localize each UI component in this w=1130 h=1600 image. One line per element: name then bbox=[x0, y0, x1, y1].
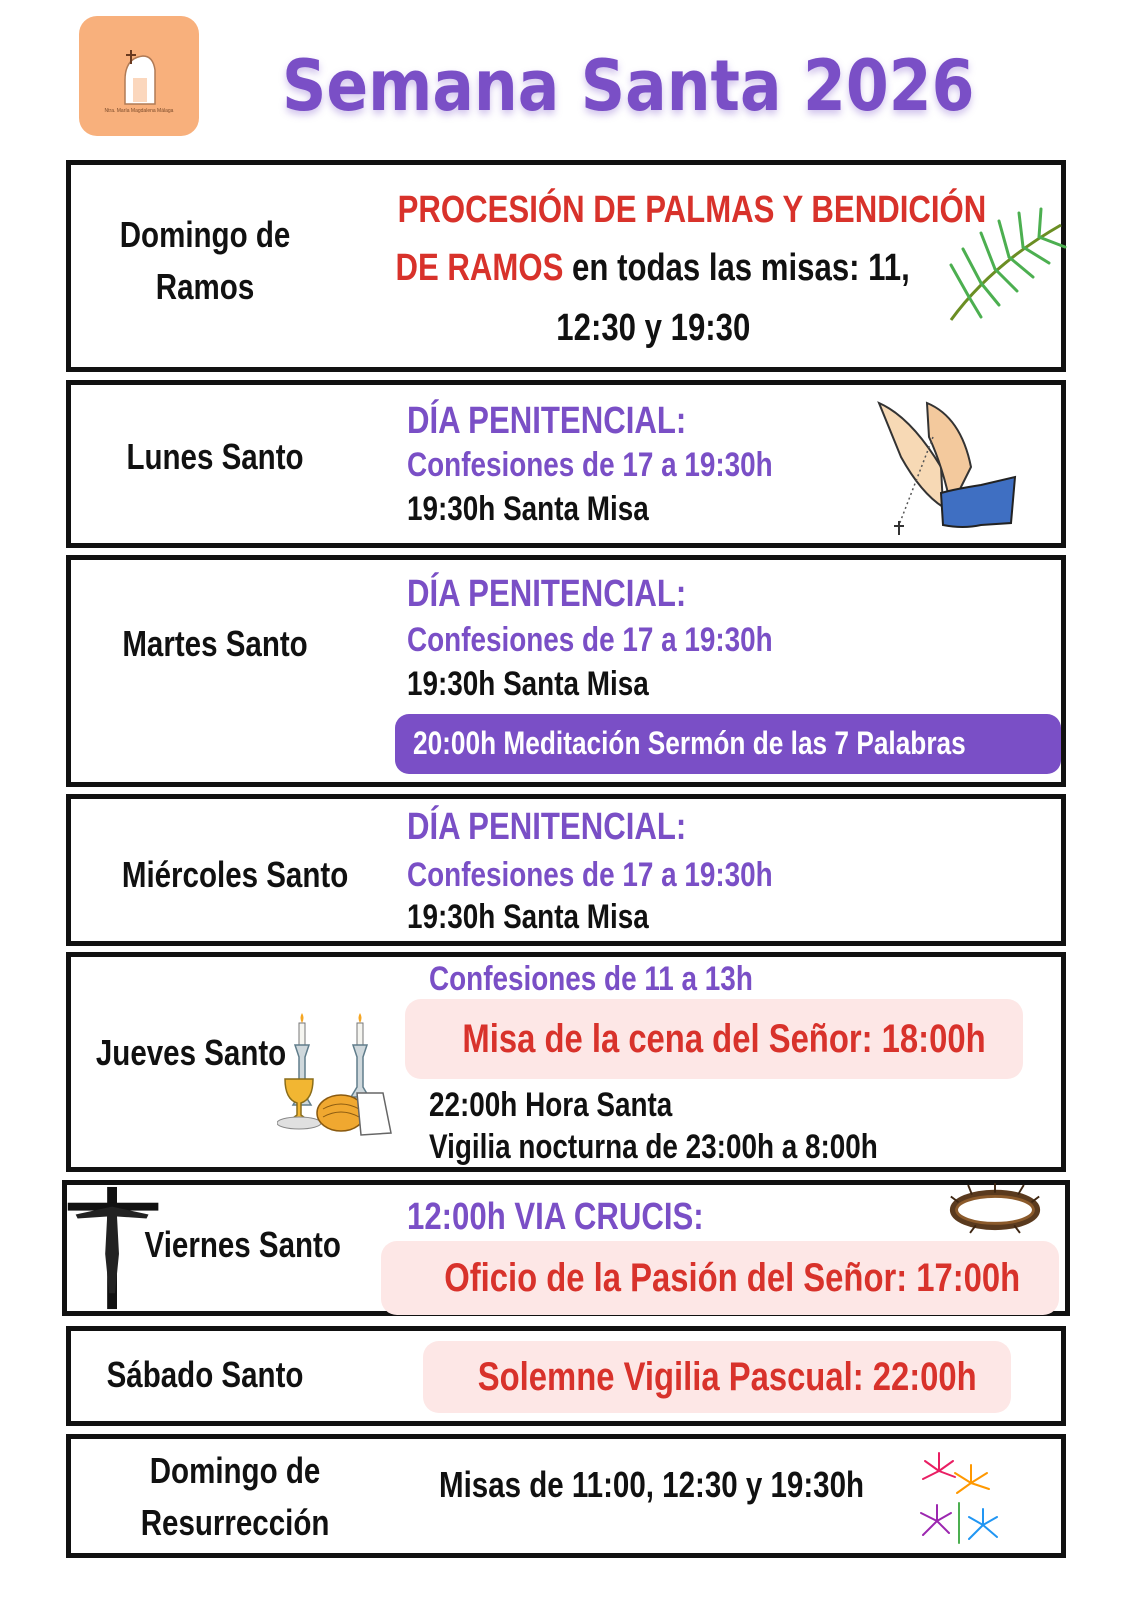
row-jueves-santo bbox=[66, 952, 1066, 1172]
day-label: Martes Santo bbox=[122, 623, 308, 664]
procesion-line-2: DE RAMOS en todas las misas: 11, bbox=[395, 247, 911, 289]
row-domingo-de-resurreccion bbox=[66, 1434, 1066, 1558]
praying-hands-icon bbox=[871, 397, 1021, 537]
dia-penitencial-heading: DÍA PENITENCIAL: bbox=[407, 400, 687, 442]
church-icon bbox=[119, 50, 159, 106]
day-label: Lunes Santo bbox=[126, 436, 304, 477]
dia-penitencial-heading: DÍA PENITENCIAL: bbox=[407, 806, 687, 848]
row-sabado-santo bbox=[66, 1326, 1066, 1426]
confesiones-text: Confesiones de 17 a 19:30h bbox=[407, 621, 773, 659]
misa-cena-badge: Misa de la cena del Señor: 18:00h bbox=[405, 999, 1023, 1079]
misa-text: 19:30h Santa Misa bbox=[407, 665, 649, 703]
row-viernes-santo bbox=[62, 1180, 1070, 1316]
via-crucis-text: 12:00h VIA CRUCIS: bbox=[407, 1196, 704, 1238]
confesiones-text: Confesiones de 11 a 13h bbox=[429, 960, 753, 998]
eucharist-icon bbox=[277, 1009, 397, 1139]
row-martes-santo bbox=[66, 555, 1066, 787]
hora-santa-text: 22:00h Hora Santa bbox=[429, 1086, 673, 1124]
procesion-line-3: 12:30 y 19:30 bbox=[555, 307, 751, 349]
procesion-line-1: PROCESIÓN DE PALMAS Y BENDICIÓN bbox=[397, 189, 987, 231]
logo-caption: Ntra. María Magdalena Málaga bbox=[104, 108, 174, 114]
day-label: Jueves Santo bbox=[95, 1032, 287, 1073]
misa-text: 19:30h Santa Misa bbox=[407, 898, 649, 936]
day-label: Domingo de Ramos bbox=[119, 214, 291, 307]
row-domingo-de-ramos bbox=[66, 160, 1066, 372]
parish-logo bbox=[79, 16, 199, 136]
vigilia-nocturna-text: Vigilia nocturna de 23:00h a 8:00h bbox=[429, 1128, 878, 1166]
row-lunes-santo bbox=[66, 380, 1066, 548]
day-label: Domingo de Resurrección bbox=[140, 1450, 330, 1543]
meditacion-badge: 20:00h Meditación Sermón de las 7 Palabras bbox=[395, 714, 1061, 774]
day-label: Viernes Santo bbox=[144, 1224, 341, 1265]
row-miercoles-santo bbox=[66, 794, 1066, 946]
misa-text: 19:30h Santa Misa bbox=[407, 490, 649, 528]
oficio-pasion-badge: Oficio de la Pasión del Señor: 17:00h bbox=[381, 1241, 1059, 1315]
day-label: Miércoles Santo bbox=[121, 854, 349, 895]
misas-text: Misas de 11:00, 12:30 y 19:30h bbox=[439, 1464, 865, 1505]
confesiones-text: Confesiones de 17 a 19:30h bbox=[407, 856, 773, 894]
page-title: Semana Santa 2026 bbox=[282, 45, 975, 127]
fireworks-icon bbox=[909, 1443, 1009, 1553]
confesiones-text: Confesiones de 17 a 19:30h bbox=[407, 446, 773, 484]
dia-penitencial-heading: DÍA PENITENCIAL: bbox=[407, 573, 687, 615]
vigilia-pascual-badge: Solemne Vigilia Pascual: 22:00h bbox=[423, 1341, 1011, 1413]
crown-of-thorns-icon bbox=[947, 1179, 1043, 1237]
day-label: Sábado Santo bbox=[106, 1354, 304, 1395]
palm-leaf-icon bbox=[941, 205, 1071, 325]
